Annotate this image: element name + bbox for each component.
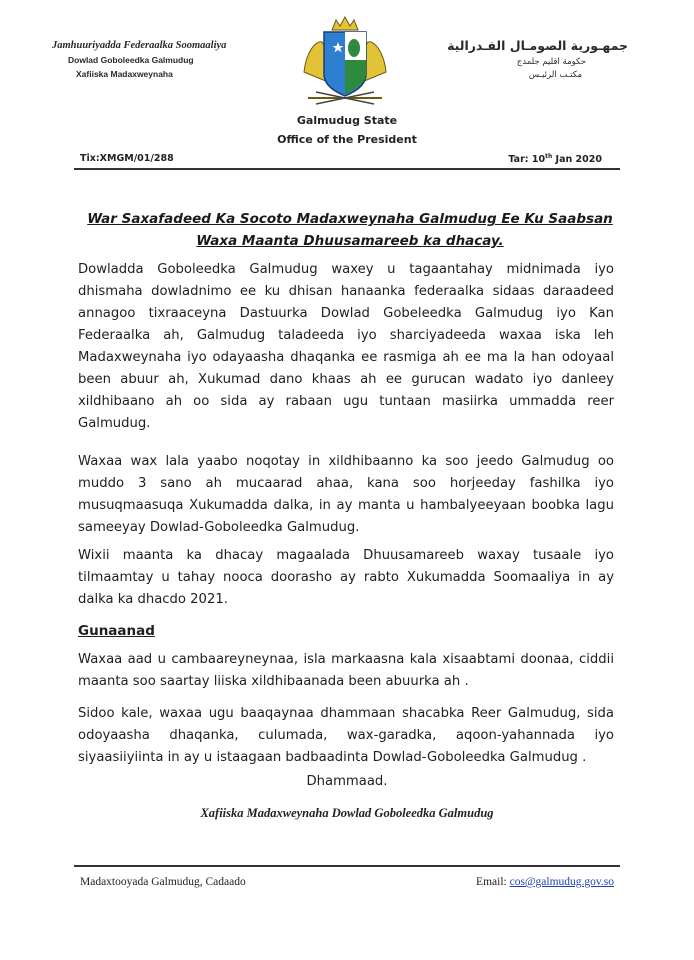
closing-text: Dhammaad. [306, 774, 388, 789]
date-prefix: Tar: 10 [508, 154, 546, 166]
letterhead-left-line2: Dowlad Goboleedka Galmudug [68, 55, 194, 65]
date-suffix: th [545, 153, 553, 160]
footer-divider [74, 865, 620, 867]
body-paragraph [78, 451, 614, 539]
footer-contact [476, 876, 614, 888]
document-date [508, 153, 602, 165]
date-rest: Jan 2020 [552, 154, 602, 166]
letterhead-left [52, 40, 252, 79]
letterhead-right [428, 38, 628, 80]
letterhead-right-line3: مكتـب الرئيـس [528, 70, 582, 80]
email-link[interactable]: cos@galmudug.gov.so [509, 876, 614, 888]
conclusion-heading: Gunaanad [78, 623, 155, 639]
header-divider [74, 168, 620, 170]
conclusion-paragraph [78, 649, 614, 693]
reference-number: Tix:XMGM/01/288 [80, 153, 174, 164]
letterhead-right-line2: حكومة اقليم جلمدج [516, 57, 586, 67]
letterhead-left-line1: Jamhuuriyadda Federaalka Soomaaliya [52, 40, 227, 51]
paragraph-text: Waxaa aad u cambaareyneynaa, isla markaasna kala xisaabtami doonaa, ciddii maanta soo saartay liiska xildhibaanada been abuurka ah . [78, 652, 614, 689]
paragraph-text: Waxaa wax lala yaabo noqotay in xildhibaanno ka soo jeedo Galmudug oo muddo 3 sano ah mucaarad ahaa, kana soo horjeeday fashilka iyo musuqmaasuqa Xukumadda dalka, in ay manta u hambalyeeyaan boobka lagu sameeyay Dowlad-Goboleedka Galmudug. [78, 454, 614, 535]
body-paragraph [78, 259, 614, 435]
paragraph-text: Sidoo kale, waxaa ugu baaqaynaa dhammaan shacabka Reer Galmudug, sida odoyaasha dhaqanka, culumada, wax-garadka, aqoon-yahannada iyo siyaasiiyiinta in ay u istaagaan badbaadinta Dowlad-Goboleedka Galmudug . [78, 706, 614, 765]
email-label: Email: [476, 876, 510, 888]
letterhead-right-line1: جمهـورية الصومـال الفـدرالية [447, 38, 628, 53]
document-title: War Saxafadeed Ka Socoto Madaxweynaha Galmudug Ee Ku Saabsan Waxa Maanta Dhuusamareeb ka dhacay. [87, 211, 613, 249]
paragraph-text: Dowladda Goboleedka Galmudug waxey u tagaantahay midnimada iyo dhismaha dowladnimo ee ku dhisan hanaanka federaalka sidaas daraadeed annagoo tixraaceyna Dastuurka Dowlad Gobeleedka Galmudug iyo Kan Federaalka ah, Galmudug taladeeda iyo sharciyadeeda waxaa iska leh Madaxweynaha iyo odayaasha dhaqanka ee rasmiga ah ee ma la han odoyaal been abuur ah, Xukumad dano khaas ah ee gurucan wadato iyo danleey xildhibaano ah oo sida ay rabaan ugu tuntaan masiirka ummadda reer Galmudug. [78, 262, 614, 431]
letterhead-left-line3: Xafiiska Madaxweynaha [76, 69, 173, 79]
coat-of-arms-icon [298, 12, 392, 110]
signoff-text: Xafiiska Madaxweynaha Dowlad Goboleedka Galmudug [200, 806, 494, 820]
conclusion-paragraph [78, 703, 614, 769]
footer-address: Madaxtooyada Galmudug, Cadaado [80, 876, 246, 888]
body-paragraph [78, 545, 614, 611]
state-name: Galmudug State [296, 114, 398, 127]
office-name: Office of the President [277, 133, 417, 146]
paragraph-text: Wixii maanta ka dhacay magaalada Dhuusamareeb waxay tusaale iyo tilmaamtay u tahay nooca doorasho ay rabto Xukumadda Soomaaliya in ay dalka ka dhacdo 2021. [78, 548, 614, 607]
